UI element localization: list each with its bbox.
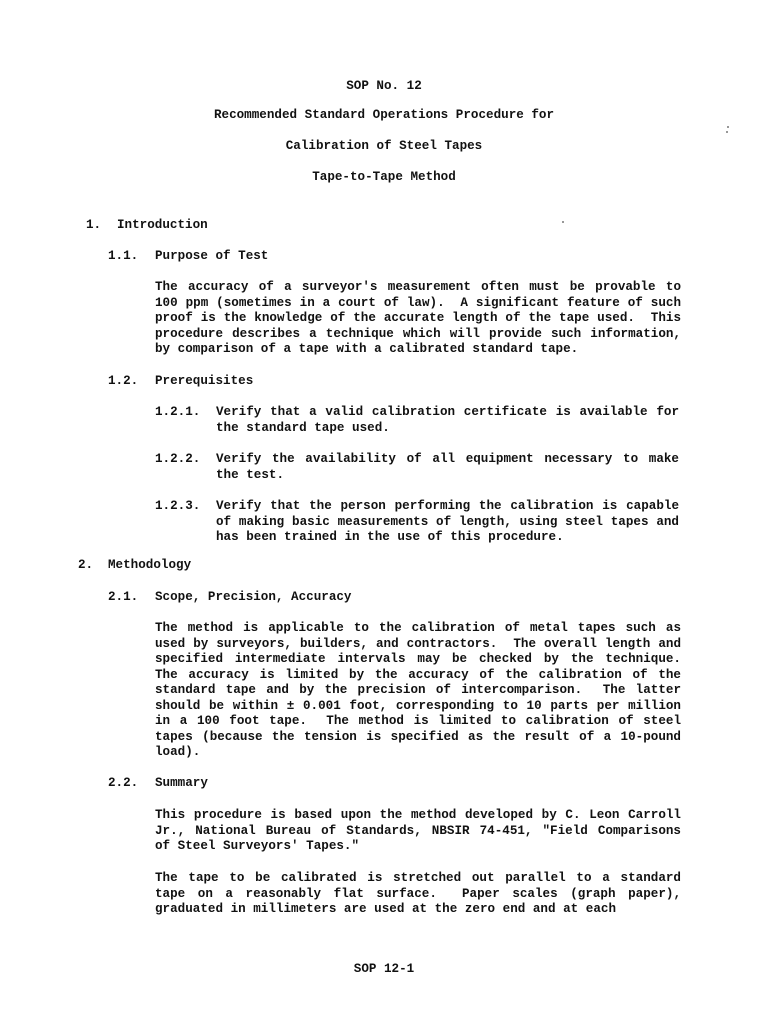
paragraph-line: specified intermediate intervals may be checked by the technique. — [155, 652, 681, 666]
scope-paragraph — [155, 621, 681, 761]
paragraph-line: used by surveyors, builders, and contractors. The overall length and — [155, 636, 681, 651]
scan-speck — [726, 131, 728, 133]
paragraph-line: of making basic measurements of length, using steel tapes and — [216, 514, 679, 529]
item-1-2-2-number: 1.2.2. — [155, 452, 201, 466]
summary-paragraph-1 — [155, 808, 681, 855]
paragraph-line: by comparison of a tape with a calibrated standard tape. — [155, 342, 579, 356]
subsection-1-1-title: Purpose of Test — [155, 249, 269, 263]
paragraph-line: The tape to be calibrated is stretched out parallel to a standard — [155, 871, 681, 885]
subsection-2-1-title: Scope, Precision, Accuracy — [155, 590, 352, 604]
item-1-2-2-text — [216, 452, 679, 483]
section-1-number: 1. — [86, 218, 102, 232]
paragraph-line: Verify the availability of all equipment necessary to make — [216, 452, 679, 466]
paragraph-line: in a 100 foot tape. The method is limited to calibration of steel — [155, 714, 681, 728]
paragraph-line: the standard tape used. — [216, 420, 390, 435]
paragraph-line: Verify that a valid calibration certificate is available for — [216, 405, 679, 419]
scan-speck — [727, 126, 729, 128]
paragraph-line: tapes (because the tension is specified as the result of a 10-pound — [155, 729, 681, 744]
paragraph-line: The method is applicable to the calibration of metal tapes such as — [155, 621, 681, 635]
item-1-2-3-number: 1.2.3. — [155, 499, 201, 513]
paragraph-line: Verify that the person performing the calibration is capable — [216, 499, 679, 513]
page-footer: SOP 12-1 — [353, 962, 415, 976]
paragraph-line: 100 ppm (sometimes in a court of law). A significant feature of such — [155, 295, 681, 310]
scan-speck — [562, 221, 564, 223]
item-1-2-3-text — [216, 499, 679, 546]
item-1-2-1-text — [216, 405, 679, 436]
paragraph-line: the test. — [216, 467, 285, 482]
paragraph-line: Jr., National Bureau of Standards, NBSIR 74-451, "Field Comparisons — [155, 823, 681, 838]
item-1-2-1-number: 1.2.1. — [155, 405, 201, 419]
section-1-title: Introduction — [117, 218, 208, 232]
paragraph-line: proof is the knowledge of the accurate length of the tape used. This — [155, 311, 681, 325]
summary-paragraph-2 — [155, 871, 681, 918]
subsection-2-2-number: 2.2. — [108, 776, 139, 790]
subsection-2-1-number: 2.1. — [108, 590, 139, 604]
subsection-2-2-title: Summary — [155, 776, 208, 790]
title-line-2: Calibration of Steel Tapes — [285, 139, 483, 153]
section-2-title: Methodology — [108, 558, 192, 572]
paragraph-line: The accuracy of a surveyor's measurement often must be provable to — [155, 280, 681, 294]
paragraph-line: has been trained in the use of this procedure. — [216, 530, 564, 544]
paragraph-line: The accuracy is limited by the accuracy of the calibration of the — [155, 667, 681, 682]
paragraph-line: load). — [155, 745, 201, 759]
title-line-1: Recommended Standard Operations Procedure for — [213, 108, 555, 122]
paragraph-line: standard tape and by the precision of intercomparison. The latter — [155, 683, 681, 697]
paragraph-line: This procedure is based upon the method developed by C. Leon Carroll — [155, 808, 681, 822]
subsection-1-2-title: Prerequisites — [155, 374, 254, 388]
section-2-number: 2. — [78, 558, 94, 572]
title-line-3: Tape-to-Tape Method — [312, 170, 456, 184]
sop-number: SOP No. 12 — [346, 79, 422, 93]
paragraph-line: tape on a reasonably flat surface. Paper scales (graph paper), — [155, 886, 681, 901]
subsection-1-1-number: 1.1. — [108, 249, 139, 263]
purpose-paragraph — [155, 280, 681, 358]
subsection-1-2-number: 1.2. — [108, 374, 139, 388]
paragraph-line: graduated in millimeters are used at the zero end and at each — [155, 902, 617, 916]
paragraph-line: should be within ± 0.001 foot, corresponding to 10 parts per million — [155, 698, 681, 713]
paragraph-line: procedure describes a technique which will provide such information, — [155, 326, 681, 341]
paragraph-line: of Steel Surveyors' Tapes." — [155, 839, 360, 853]
